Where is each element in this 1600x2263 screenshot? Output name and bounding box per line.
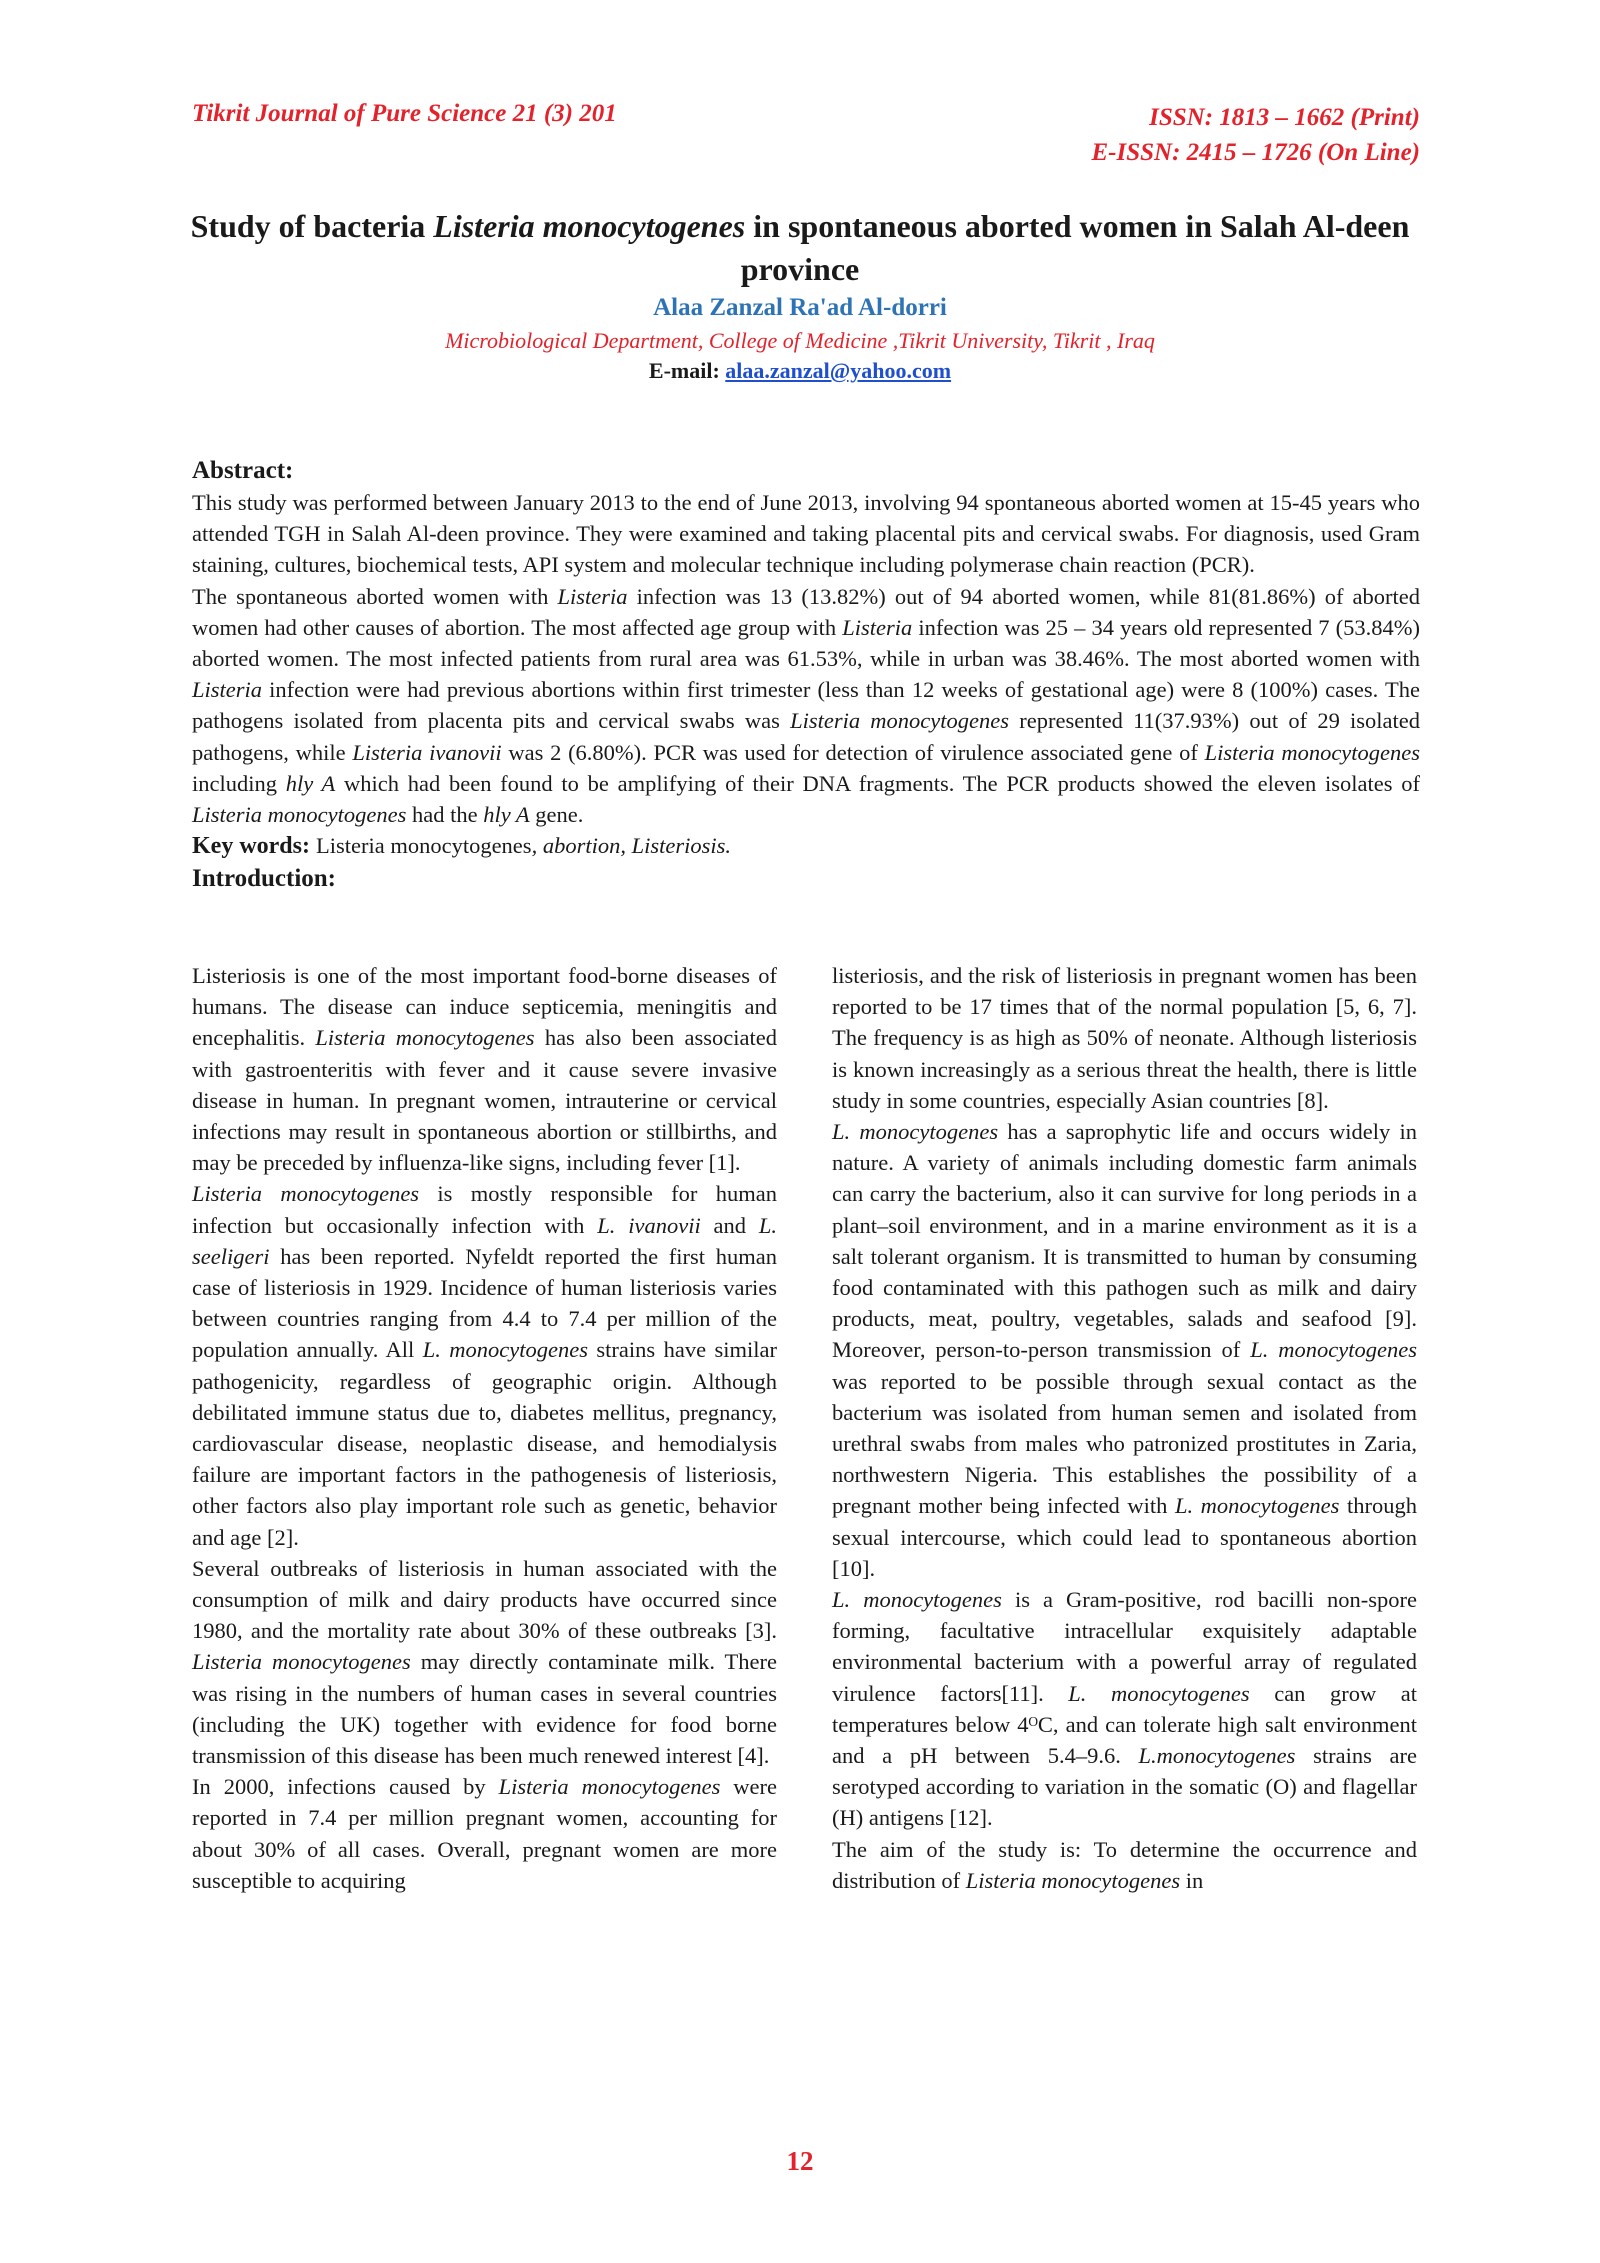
italic-term: L. monocytogenes xyxy=(1250,1337,1417,1363)
italic-term: Listeria xyxy=(192,677,263,703)
intro-right-paragraph: L. monocytogenes has a saprophytic life and occurs widely in nature. A variety of animals including domestic farm animals can carry the bacterium, also it can survive for long periods in a plant–soil environment, and in a marine environment as it is a salt tolerant organism. It is transmitted to human by consuming food contaminated with this pathogen such as milk and dairy products, meat, poultry, vegetables, salads and seafood [9]. Moreover, person-to-person transmission of L. monocytogenes was reported to be possible through sexual contact as the bacterium was isolated from human semen and isolated from urethral swabs from males who patronized prostitutes in Zaria, northwestern Nigeria. This establishes the possibility of a pregnant mother being infected with L. monocytogenes through sexual intercourse, which could lead to spontaneous abortion [10]. xyxy=(832,1119,1417,1581)
italic-term: L. monocytogenes xyxy=(1174,1493,1340,1519)
abstract-heading: Abstract: xyxy=(192,457,294,484)
keywords-label: Key words: xyxy=(192,833,316,860)
italic-term: Listeria monocytogenes xyxy=(192,1181,420,1207)
italic-term: Listeria ivanovii xyxy=(352,739,502,765)
italic-term: Listeria xyxy=(557,583,628,609)
title-part1: Study of bacteria xyxy=(190,208,434,244)
italic-term: L. seeligeri xyxy=(192,1212,777,1269)
intro-left-paragraph: Several outbreaks of listeriosis in human associated with the consumption of milk and dairy products have occurred since 1980, and the mortality rate about 30% of these outbreaks [3]. Listeria monocytogenes may directly contaminate milk. There was rising in the numbers of human cases in several countries (including the UK) together with evidence for food borne transmission of this disease has been much renewed interest [4]. xyxy=(192,1555,778,1769)
keywords-text: Listeria monocytogenes, abortion, Listeriosis. xyxy=(315,833,731,859)
intro-left-paragraph: In 2000, infections caused by Listeria monocytogenes were reported in 7.4 per million pregnant women, accounting for about 30% of all cases. Overall, pregnant women are more susceptible to acquiring xyxy=(192,1774,778,1893)
abstract-section xyxy=(192,454,1420,895)
journal-name: Tikrit Journal of Pure Science 21 (3) 201 xyxy=(192,100,617,127)
intro-right-paragraph: listeriosis, and the risk of listeriosis in pregnant women has been reported to be 17 times that of the normal population [5, 6, 7]. The frequency is as high as 50% of neonate. Although listeriosis is known increasingly as a serious threat the health, there is little study in some countries, especially Asian countries [8]. xyxy=(832,963,1417,1113)
abstract-paragraph-1: This study was performed between January 2013 to the end of June 2013, involving 94 spontaneous aborted women at 15-45 years who attended TGH in Salah Al-deen province. They were examined and taking placental pits and cervical swabs. For diagnosis, used Gram staining, cultures, biochemical tests, API system and molecular technique including polymerase chain reaction (PCR). xyxy=(192,490,1420,578)
italic-term: Listeria monocytogenes xyxy=(1204,739,1421,765)
italic-term: L. monocytogenes xyxy=(832,1119,999,1145)
italic-term: L.monocytogenes xyxy=(1138,1743,1296,1769)
intro-right-paragraph: L. monocytogenes is a Gram-positive, rod bacilli non-spore forming, facultative intracellular exquisitely adaptable environmental bacterium with a powerful array of regulated virulence factors[11]. L. monocytogenes can grow at temperatures below 4ᴼC, and can tolerate high salt environment and a pH between 5.4–9.6. L.monocytogenes strains are serotyped according to variation in the somatic (O) and flagellar (H) antigens [12]. xyxy=(832,1587,1418,1831)
email-link[interactable]: alaa.zanzal@yahoo.com xyxy=(725,358,952,383)
italic-term: Listeria monocytogenes xyxy=(790,708,1010,734)
intro-left-paragraph: Listeria monocytogenes is mostly responsible for human infection but occasionally infection with L. ivanovii and L. seeligeri has been reported. Nyfeldt reported the first human case of listeriosis in 1929. Incidence of human listeriosis varies between countries ranging from 4.4 to 7.4 per million of the population annually. All L. monocytogenes strains have similar pathogenicity, regardless of geographic origin. Although debilitated immune status due to, diabetes mellitus, pregnancy, cardiovascular disease, neoplastic disease, and hemodialysis failure are important factors in the pathogenesis of listeriosis, other factors also play important role such as genetic, behavior and age [2]. xyxy=(192,1181,777,1550)
issn-print: ISSN: 1813 – 1662 (Print) xyxy=(1149,104,1420,131)
title-italic: Listeria monocytogenes xyxy=(433,208,746,244)
email-line xyxy=(0,358,1600,384)
italic-term: L. monocytogenes xyxy=(422,1337,588,1363)
author-name: Alaa Zanzal Ra'ad Al-dorri xyxy=(653,294,947,321)
intro-column-right xyxy=(832,960,1417,1896)
author-affiliation: Microbiological Department, College of Medicine ,Tikrit University, Tikrit , Iraq xyxy=(445,328,1155,353)
italic-term: Listeria monocytogenes xyxy=(498,1774,721,1800)
title-part2: in spontaneous aborted women in Salah Al-deen province xyxy=(740,208,1410,287)
italic-term: Listeria monocytogenes xyxy=(315,1025,535,1051)
intro-left-paragraph: Listeriosis is one of the most important food-borne diseases of humans. The disease can induce septicemia, meningitis and encephalitis. Listeria monocytogenes has also been associated with gastroenteritis with fever and it cause severe invasive disease in human. In pregnant women, intrauterine or cervical infections may result in spontaneous abortion or stillbirths, and may be preceded by influenza-like signs, including fever [1]. xyxy=(192,963,777,1176)
italic-term: Listeria monocytogenes xyxy=(192,1649,411,1675)
italic-term: Listeria xyxy=(842,614,913,640)
italic-term: hly A xyxy=(483,802,530,828)
italic-term: hly A xyxy=(285,770,336,796)
italic-term: Listeria monocytogenes xyxy=(965,1867,1181,1893)
italic-term: L. monocytogenes xyxy=(1068,1680,1250,1706)
italic-term: L. ivanovii xyxy=(597,1212,701,1238)
email-label: E-mail: xyxy=(648,358,726,383)
issn-online: E-ISSN: 2415 – 1726 (On Line) xyxy=(1091,139,1420,166)
italic-term: Listeria monocytogenes xyxy=(192,802,407,828)
italic-term: L. monocytogenes xyxy=(832,1587,1002,1613)
abstract-paragraph-2: The spontaneous aborted women with Listeria infection was 13 (13.82%) out of 94 aborted women, while 81(81.86%) of aborted women had other causes of abortion. The most affected age group with Listeria infection was 25 – 34 years old represented 7 (53.84%) aborted women. The most infected patients from rural area was 61.53%, while in urban was 38.46%. The most aborted women with Listeria infection were had previous abortions within first trimester (less than 12 weeks of gestational age) were 8 (100%) cases. The pathogens isolated from placenta pits and cervical swabs was Listeria monocytogenes represented 11(37.93%) out of 29 isolated pathogens, while Listeria ivanovii was 2 (6.80%). PCR was used for detection of virulence associated gene of Listeria monocytogenes including hly A which had been found to be amplifying of their DNA fragments. The PCR products showed the eleven isolates of Listeria monocytogenes had the hly A gene. xyxy=(192,583,1421,828)
paper-title xyxy=(150,205,1450,291)
intro-column-left xyxy=(192,960,777,1896)
keywords-line xyxy=(192,830,1420,862)
italic-term: , abortion, Listeriosis. xyxy=(531,833,731,859)
issn-block xyxy=(1092,100,1421,170)
introduction-heading: Introduction: xyxy=(192,865,337,893)
page-number: 12 xyxy=(786,2146,814,2176)
intro-right-paragraph: The aim of the study is: To determine the occurrence and distribution of Listeria monocytogenes in xyxy=(832,1836,1417,1893)
